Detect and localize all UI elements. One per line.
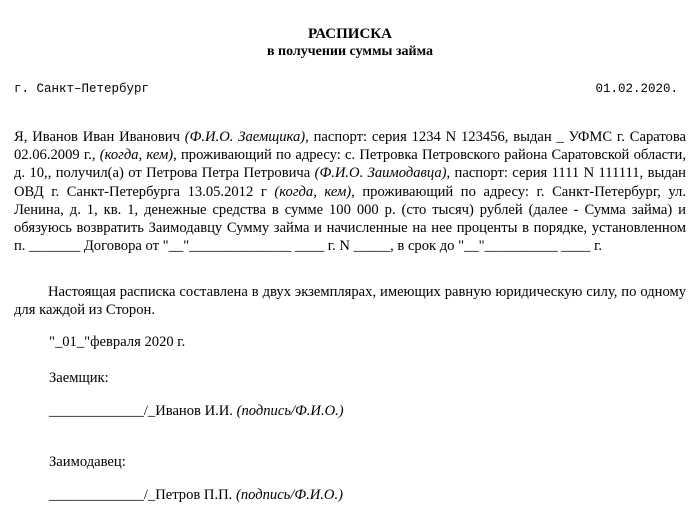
p1-note-lender: (Ф.И.О. Заимодавца): [314, 165, 447, 182]
p1-text-e: , проживающий по адресу: с. Петровка Петровского района Саратовской области, д. 10,, получил(а) от Петрова Петра Петровича: [14, 147, 686, 182]
p1-note-when-who-1: (когда, кем): [99, 147, 174, 164]
borrower-signature: _____________/_Иванов И.И.: [49, 403, 237, 419]
borrower-label: Заемщик:: [49, 370, 109, 386]
p1-note-borrower: (Ф.И.О. Заемщика): [184, 129, 306, 145]
p1-text-c: , паспорт: серия 1234 N 123456, выдан _ УФМС г. Саратова 02.06.2009 г.,: [14, 129, 687, 164]
receipt-paragraph: [14, 128, 686, 255]
lender-signature-note: (подпись/Ф.И.О.): [235, 487, 343, 503]
p1-text-i: , проживающий по адресу: г. Санкт-Петербург, ул. Ленина, д. 1, кв. 1, денежные средства в сумме 100 000 р. (сто тысяч) рублей (далее - Сумма займа) и обязуюсь возвратить Заимодавцу Сумму займа и начисленные на нее проценты в порядке, установленном п. _______ Договора от "__"______________ ____ г. N _____, в срок до "__"__________ ____ г.: [14, 183, 686, 255]
lender-signature-line: [49, 486, 343, 504]
borrower-signature-line: [49, 402, 344, 420]
p1-text-g: , паспорт: серия 1111 N 111111, выдан ОВД г. Санкт-Петербурга 13.05.2012 г: [14, 165, 686, 200]
document-title: РАСПИСКА: [307, 26, 393, 42]
lender-signature: _____________/_Петров П.П.: [49, 487, 236, 503]
p1-text-a: Я, Иванов Иван Иванович: [14, 129, 185, 145]
copies-paragraph: Настоящая расписка составлена в двух экземплярах, имеющих равную юридическую силу, по одному для каждой из Сторон.: [14, 284, 686, 319]
sign-date: "_01_"февраля 2020 г.: [49, 334, 186, 350]
lender-label: Заимодавец:: [49, 454, 126, 470]
document-subtitle: в получении суммы займа: [266, 44, 434, 59]
city: г. Санкт–Петербург: [14, 82, 150, 96]
p1-note-when-who-2: (когда, кем): [274, 183, 352, 200]
borrower-signature-note: (подпись/Ф.И.О.): [236, 403, 344, 419]
date: 01.02.2020.: [595, 82, 678, 96]
